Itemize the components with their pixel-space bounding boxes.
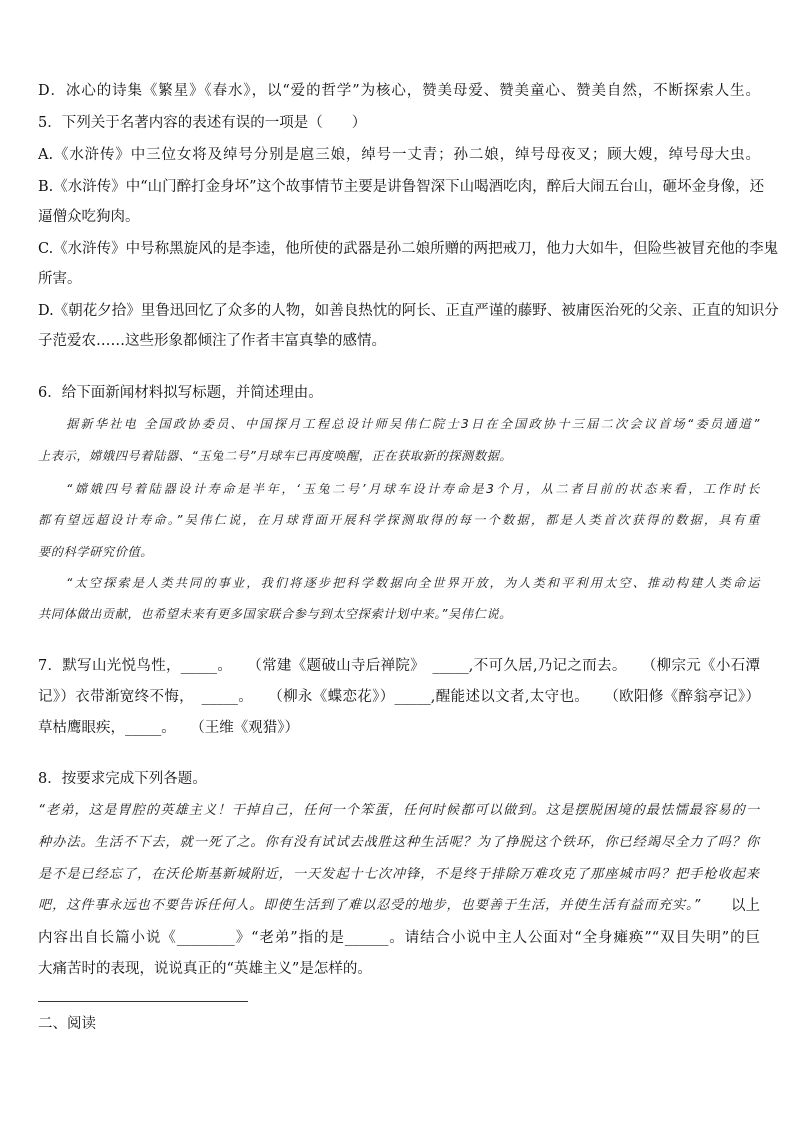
q5-option-b-line-1: B.《水浒传》中“山门醉打金身坏”这个故事情节主要是讲鲁智深下山喝酒吃肉，醉后大闹五台山，砸坏金身像，还: [38, 179, 765, 195]
q8-question: 8．按要求完成下列各题。: [38, 771, 207, 787]
section-divider: [38, 1001, 248, 1002]
q8-task-line-2: 大痛苦时的表现，说说真正的“英雄主义”是怎样的。: [38, 961, 372, 977]
q7-line-2: 记》）衣带渐宽终不悔， _____。 （柳永《蝶恋花》）_____,醒能述以文者,太守也。 （欧阳修《醉翁亭记》）: [38, 689, 760, 705]
q8-passage-line-1: “老弟，这是胃腔的英雄主义！干掉自己，任何一个笨蛋，任何时候都可以做到。这是摆脱困境的最怯懦最容易的一: [38, 803, 760, 818]
q5-question: 5．下列关于名著内容的表述有误的一项是（ ）: [38, 115, 367, 131]
q7-line-3: 草枯鹰眼疾，_____。 （王维《观猎》）: [38, 720, 299, 736]
q6-question: 6．给下面新闻材料拟写标题，并简述理由。: [38, 385, 323, 401]
q6-news-para-3-line-1: “太空探索是人类共同的事业，我们将逐步把科学数据向全世界开放，为人类和平利用太空、推动构建人类命运: [66, 576, 760, 590]
q5-option-c-line-1: C.《水浒传》中号称黑旋风的是李逵，他所使的武器是孙二娘所赠的两把戒刀，他力大如牛，但险些被冒充他的李鬼: [38, 241, 779, 257]
q7-line-1: 7．默写山光悦鸟性，_____。 （常建《题破山寺后禅院》 _____,不可久居,乃记之而去。 （柳宗元《小石潭: [38, 658, 760, 674]
q5-option-d-line-1: D.《朝花夕拾》里鲁迅回忆了众多的人物，如善良热忱的阿长、正直严谨的藤野、被庸医治死的父亲、正直的知识分: [38, 303, 779, 319]
q6-news-para-2-line-2: 都有望远超设计寿命。”吴伟仁说，在月球背面开展科学探测取得的每一个数据，都是人类首次获得的数据，具有重: [38, 513, 760, 527]
q5-option-a: A.《水浒传》中三位女将及绰号分别是扈三娘，绰号一丈青；孙二娘，绰号母夜叉；顾大嫂，绰号母大虫。: [38, 147, 760, 163]
q8-passage-line-3: 是不是已经忘了，在沃伦斯基新城附近，一天发起十七次冲锋，不是终于排除万难攻克了那座城市吗？把手枪收起来: [38, 867, 760, 882]
q8-task-line-1: 内容出自长篇小说《________》“老弟”指的是______。请结合小说中主人公面对“全身瘫痪”“双目失明”的巨: [38, 930, 760, 946]
q5-option-b-line-2: 逼僧众吃狗肉。: [38, 209, 140, 225]
q5-option-d-line-2: 子范爱农……这些形象都倾注了作者丰富真挚的感情。: [38, 333, 386, 349]
q6-news-para-1-line-2: 上表示，嫦娥四号着陆器、“玉兔二号”月球车已再度唤醒，正在获取新的探测数据。: [38, 449, 513, 463]
q8-passage-line-2: 种办法。生活不下去，就一死了之。你有没有试试去战胜这种生活呢？为了挣脱这个铁环，你已经竭尽全力了吗？你: [38, 835, 760, 850]
q6-news-para-2-line-1: “嫦娥四号着陆器设计寿命是半年，‘玉兔二号’月球车设计寿命是3个月，从二者目前的状态来看，工作时长: [66, 482, 760, 496]
q8-passage-line-4: 吧，这件事永远也不要告诉任何人。即使生活到了难以忍受的地步，也要善于生活，并使生活有益而充实。”: [38, 898, 702, 913]
q5-option-c-line-2: 所害。: [38, 271, 82, 287]
section-title: 二、阅读: [38, 1016, 96, 1032]
q6-news-para-2-line-3: 要的科学研究价值。: [38, 545, 154, 559]
q8-after-passage: 以上: [731, 898, 760, 914]
q6-news-para-1-line-1: 据新华社电 全国政协委员、中国探月工程总设计师吴伟仁院士3日在全国政协十三届二次会议首场“委员通道”: [66, 417, 760, 431]
q4-option-d: D．冰心的诗集《繁星》《春水》，以“爱的哲学”为核心，赞美母爱、赞美童心、赞美自然，不断探索人生。: [38, 83, 760, 99]
q6-news-para-3-line-2: 共同体做出贡献，也希望未来有更多国家联合参与到太空探索计划中来。”吴伟仁说。: [38, 607, 512, 621]
